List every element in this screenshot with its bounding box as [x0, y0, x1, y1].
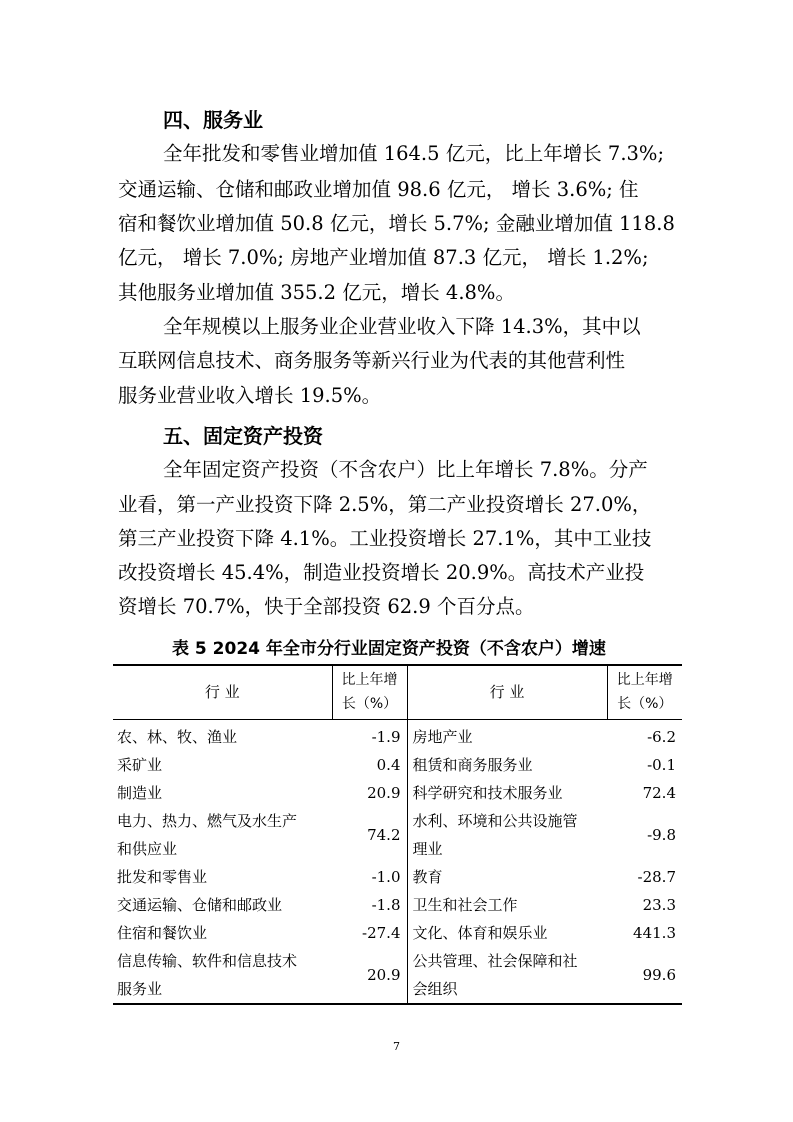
industry-name: 教育	[412, 867, 443, 886]
text-line: 宿和餐饮业增加值 50.8 亿元，增长 5.7%; 金融业增加值 118.8	[118, 212, 675, 235]
growth-value: 74.2	[332, 807, 407, 863]
text-line: 改投资增长 45.4%，制造业投资增长 20.9%。高技术产业投	[118, 561, 645, 584]
table-caption: 表 5 2024 年全市分行业固定资产投资（不含农户）增速	[172, 639, 606, 659]
header-growth-line2: 长（%）	[617, 696, 673, 713]
growth-value: 72.4	[642, 783, 676, 802]
industry-name	[113, 947, 332, 1004]
table-row	[113, 719, 682, 751]
growth-value: 0.4	[332, 751, 407, 779]
text-line: 全年固定资产投资（不含农户）比上年增长 7.8%。分产	[163, 458, 648, 481]
investment-growth-table	[113, 664, 682, 1005]
growth-value: 23.3	[642, 895, 676, 914]
text-line: 全年规模以上服务业企业营业收入下降 14.3%，其中以	[163, 315, 641, 338]
industry-name: 文化、体育和娱乐业	[412, 923, 548, 942]
growth-value: -6.2	[647, 727, 676, 746]
text-line: 亿元， 增长 7.0%; 房地产业增加值 87.3 亿元， 增长 1.2%;	[118, 246, 649, 269]
header-growth-line1: 比上年增	[616, 672, 673, 689]
growth-value: 441.3	[633, 923, 676, 942]
industry-name: 科学研究和技术服务业	[412, 783, 563, 802]
text-line: 互联网信息技术、商务服务等新兴行业为代表的其他营利性	[118, 349, 626, 372]
table-row	[113, 891, 682, 919]
header-growth	[332, 665, 407, 719]
industry-name-line1: 水利、环境和公共设施管	[412, 811, 578, 830]
growth-value: 20.9	[332, 947, 407, 1004]
growth-value: 99.6	[642, 965, 676, 984]
table-row	[113, 947, 682, 1004]
section-heading-services: 四、服务业	[163, 108, 263, 132]
industry-name: 住宿和餐饮业	[117, 923, 208, 942]
text-line: 业看，第一产业投资下降 2.5%，第二产业投资增长 27.0%，	[118, 493, 652, 516]
industry-name-line1: 信息传输、软件和信息技术	[117, 951, 298, 970]
header-industry: 行 业	[407, 665, 607, 719]
industry-name	[407, 807, 607, 863]
growth-value: -1.9	[332, 719, 407, 751]
text-line: 第三产业投资下降 4.1%。工业投资增长 27.1%，其中工业技	[118, 527, 652, 550]
text-line: 全年批发和零售业增加值 164.5 亿元，比上年增长 7.3%;	[163, 142, 665, 165]
industry-name: 交通运输、仓储和邮政业	[117, 895, 283, 914]
table-header-row	[113, 665, 682, 719]
page-number: 7	[393, 1040, 400, 1053]
industry-name-line2: 理业	[412, 839, 443, 858]
growth-value: 20.9	[332, 779, 407, 807]
table-row	[113, 919, 682, 947]
industry-name-line2: 会组织	[412, 979, 458, 998]
industry-name: 批发和零售业	[117, 867, 208, 886]
growth-value: -0.1	[647, 755, 676, 774]
table-row	[113, 779, 682, 807]
growth-value: -27.4	[332, 919, 407, 947]
header-growth-line2: 长（%）	[341, 696, 398, 713]
text-line: 资增长 70.7%，快于全部投资 62.9 个百分点。	[118, 595, 535, 618]
text-line: 交通运输、仓储和邮政业增加值 98.6 亿元， 增长 3.6%; 住	[118, 178, 639, 201]
industry-name: 租赁和商务服务业	[412, 755, 533, 774]
industry-name: 制造业	[117, 783, 163, 802]
growth-value: -9.8	[647, 825, 676, 844]
industry-name: 采矿业	[117, 755, 163, 774]
industry-name	[113, 807, 332, 863]
text-line: 服务业营业收入增长 19.5%。	[118, 384, 382, 407]
table-row	[113, 807, 682, 863]
growth-value: -1.0	[332, 863, 407, 891]
industry-name-line2: 服务业	[117, 979, 163, 998]
industry-name: 卫生和社会工作	[412, 895, 518, 914]
header-industry: 行 业	[113, 665, 332, 719]
growth-value: -28.7	[637, 867, 676, 886]
industry-name: 农、林、牧、渔业	[117, 727, 238, 746]
growth-value: -1.8	[332, 891, 407, 919]
section-heading-fixed-investment: 五、固定资产投资	[163, 424, 323, 448]
header-growth	[607, 665, 682, 719]
table-row	[113, 751, 682, 779]
industry-name-line1: 电力、热力、燃气及水生产	[117, 811, 298, 830]
header-growth-line1: 比上年增	[341, 672, 398, 689]
industry-name-line2: 和供应业	[117, 839, 178, 858]
text-line: 其他服务业增加值 355.2 亿元，增长 4.8%。	[118, 281, 515, 304]
table-row	[113, 863, 682, 891]
industry-name: 房地产业	[412, 727, 473, 746]
industry-name-line1: 公共管理、社会保障和社	[412, 951, 578, 970]
industry-name	[407, 947, 607, 1004]
